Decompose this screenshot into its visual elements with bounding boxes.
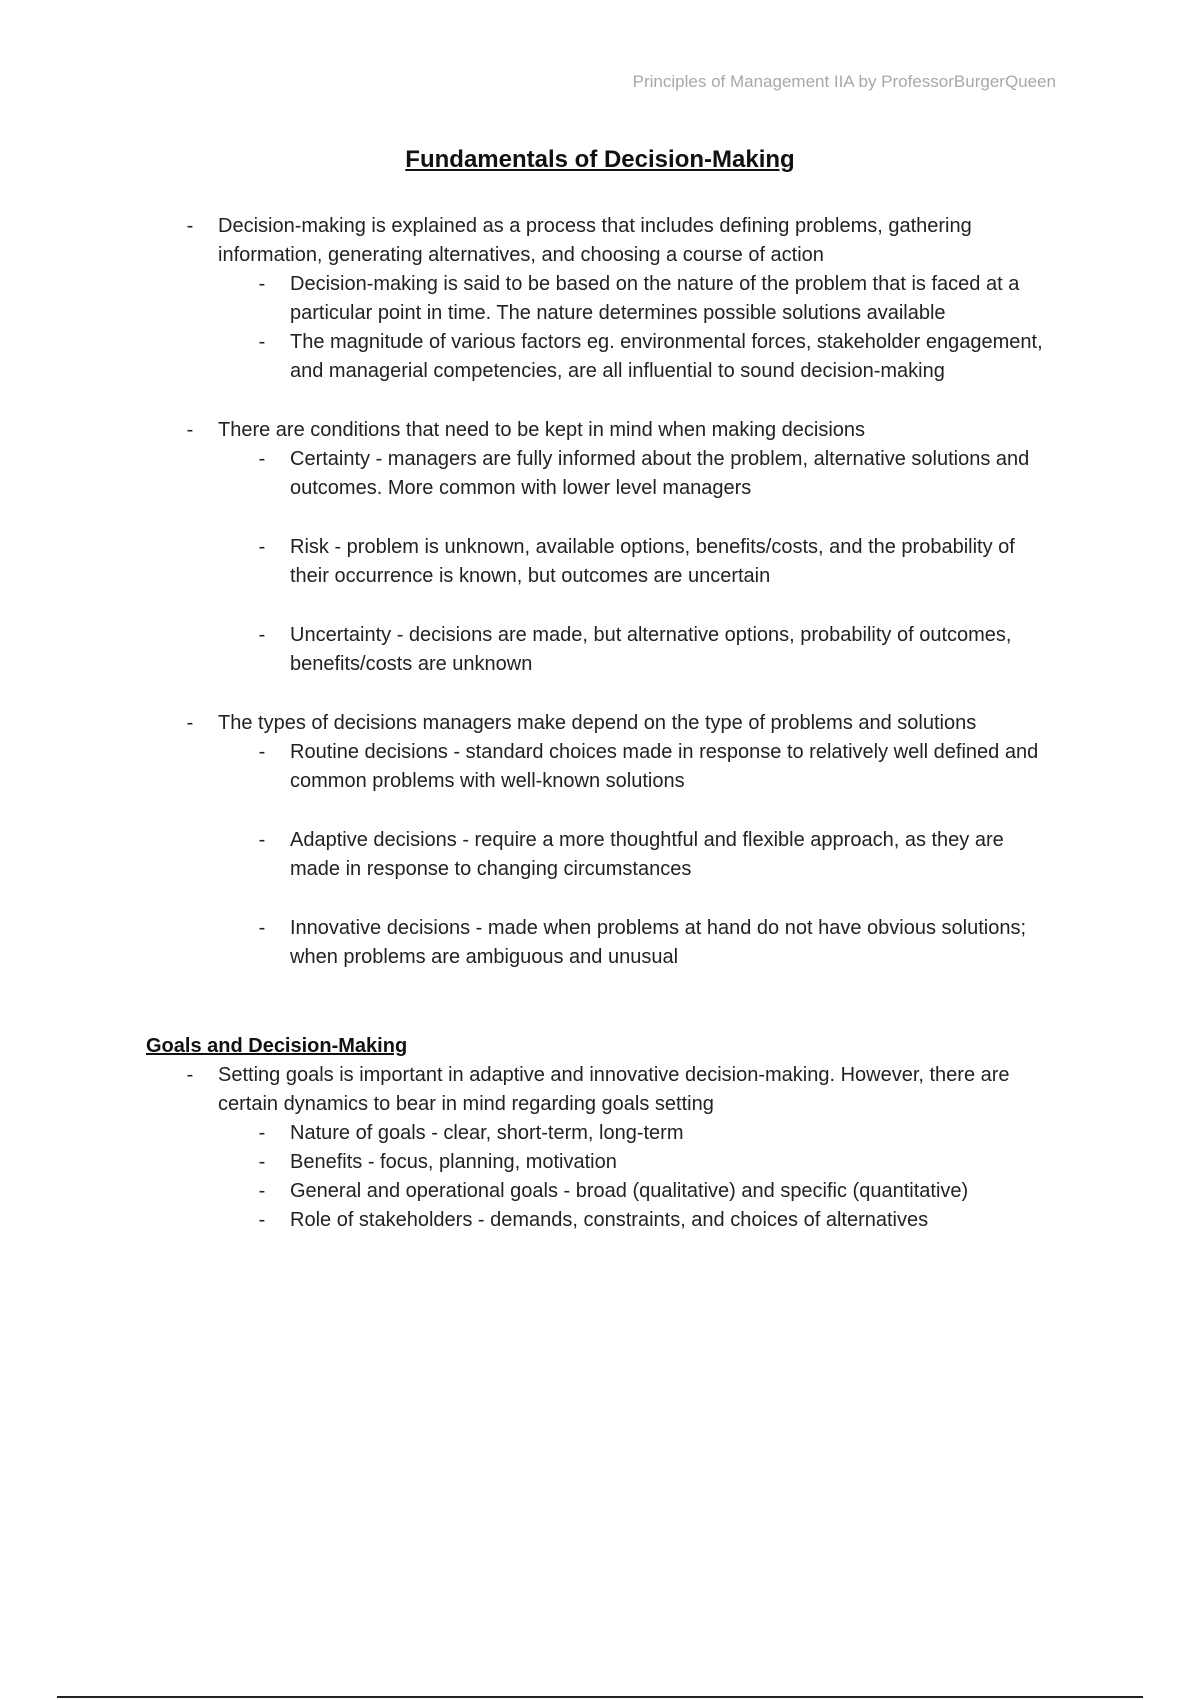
bullet-dash: - xyxy=(258,1122,266,1144)
list-item xyxy=(186,1061,1058,1235)
list-item xyxy=(186,416,1058,679)
sub-list-item xyxy=(258,826,1050,884)
sub-bullet-text: Role of stakeholders - demands, constraints, and choices of alternatives xyxy=(290,1209,929,1231)
bullet-text: There are conditions that need to be kept in mind when making decisions xyxy=(218,419,866,441)
sub-list-item xyxy=(258,445,1050,503)
sub-list-item xyxy=(258,738,1050,796)
bullet-dash: - xyxy=(186,419,194,441)
sub-list xyxy=(218,738,1058,972)
bullet-dash: - xyxy=(258,624,266,646)
list-item xyxy=(186,212,1058,386)
sub-list-item xyxy=(258,1148,1050,1177)
bullet-text: Decision-making is explained as a process that includes defining problems, gathering information, generating alternatives, and choosing a course of action xyxy=(218,215,972,266)
header-note: Principles of Management IIA by ProfessorBurgerQueen xyxy=(632,72,1056,91)
sub-bullet-text: Uncertainty - decisions are made, but alternative options, probability of outcomes, benefits/costs are unknown xyxy=(290,624,1012,675)
list-item xyxy=(186,709,1058,972)
sub-list-item xyxy=(258,1119,1050,1148)
sub-bullet-text: General and operational goals - broad (qualitative) and specific (quantitative) xyxy=(290,1180,969,1202)
sub-bullet-text: Innovative decisions - made when problems at hand do not have obvious solutions; when problems are ambiguous and unusual xyxy=(290,917,1027,968)
sub-bullet-text: Nature of goals - clear, short-term, long-term xyxy=(290,1122,684,1144)
bullet-dash: - xyxy=(258,331,266,353)
bullet-dash: - xyxy=(186,215,194,237)
bullet-dash: - xyxy=(258,1180,266,1202)
page-title: Fundamentals of Decision-Making xyxy=(405,146,795,173)
sub-list xyxy=(218,445,1058,679)
bullet-dash: - xyxy=(186,1064,194,1086)
bullet-dash: - xyxy=(258,829,266,851)
sub-list xyxy=(218,1119,1058,1235)
sub-list-item xyxy=(258,1177,1050,1206)
footer-divider xyxy=(57,1696,1143,1698)
document-body xyxy=(0,212,1200,1235)
sub-list-item xyxy=(258,914,1050,972)
sub-list-item xyxy=(258,270,1050,328)
sub-bullet-text: Adaptive decisions - require a more thoughtful and flexible approach, as they are made in response to changing circumstances xyxy=(290,829,1004,880)
bullet-dash: - xyxy=(258,1209,266,1231)
bullet-dash: - xyxy=(258,917,266,939)
sub-bullet-text: Benefits - focus, planning, motivation xyxy=(290,1151,617,1173)
bullet-dash: - xyxy=(258,273,266,295)
section-heading: Goals and Decision-Making xyxy=(146,1035,408,1057)
goals-list xyxy=(0,1061,1200,1235)
sub-bullet-text: Certainty - managers are fully informed about the problem, alternative solutions and outcomes. More common with lower level managers xyxy=(290,448,1030,499)
bullet-dash: - xyxy=(186,712,194,734)
bullet-text: Setting goals is important in adaptive and innovative decision-making. However, there are certain dynamics to bear in mind regarding goals setting xyxy=(218,1064,1010,1115)
bullet-dash: - xyxy=(258,536,266,558)
bullet-dash: - xyxy=(258,448,266,470)
sub-bullet-text: The magnitude of various factors eg. environmental forces, stakeholder engagement, and managerial competencies, are all influential to sound decision-making xyxy=(290,331,1043,382)
sub-list-item xyxy=(258,533,1050,591)
sub-bullet-text: Decision-making is said to be based on the nature of the problem that is faced at a particular point in time. The nature determines possible solutions available xyxy=(290,273,1020,324)
sub-list-item xyxy=(258,1206,1050,1235)
bullet-dash: - xyxy=(258,741,266,763)
bullet-dash: - xyxy=(258,1151,266,1173)
sub-bullet-text: Risk - problem is unknown, available options, benefits/costs, and the probability of their occurrence is known, but outcomes are uncertain xyxy=(290,536,1015,587)
decision-making-list xyxy=(0,212,1200,972)
sub-bullet-text: Routine decisions - standard choices made in response to relatively well defined and common problems with well-known solutions xyxy=(290,741,1039,792)
sub-list-item xyxy=(258,621,1050,679)
bullet-text: The types of decisions managers make depend on the type of problems and solutions xyxy=(218,712,977,734)
sub-list xyxy=(218,270,1058,386)
sub-list-item xyxy=(258,328,1050,386)
